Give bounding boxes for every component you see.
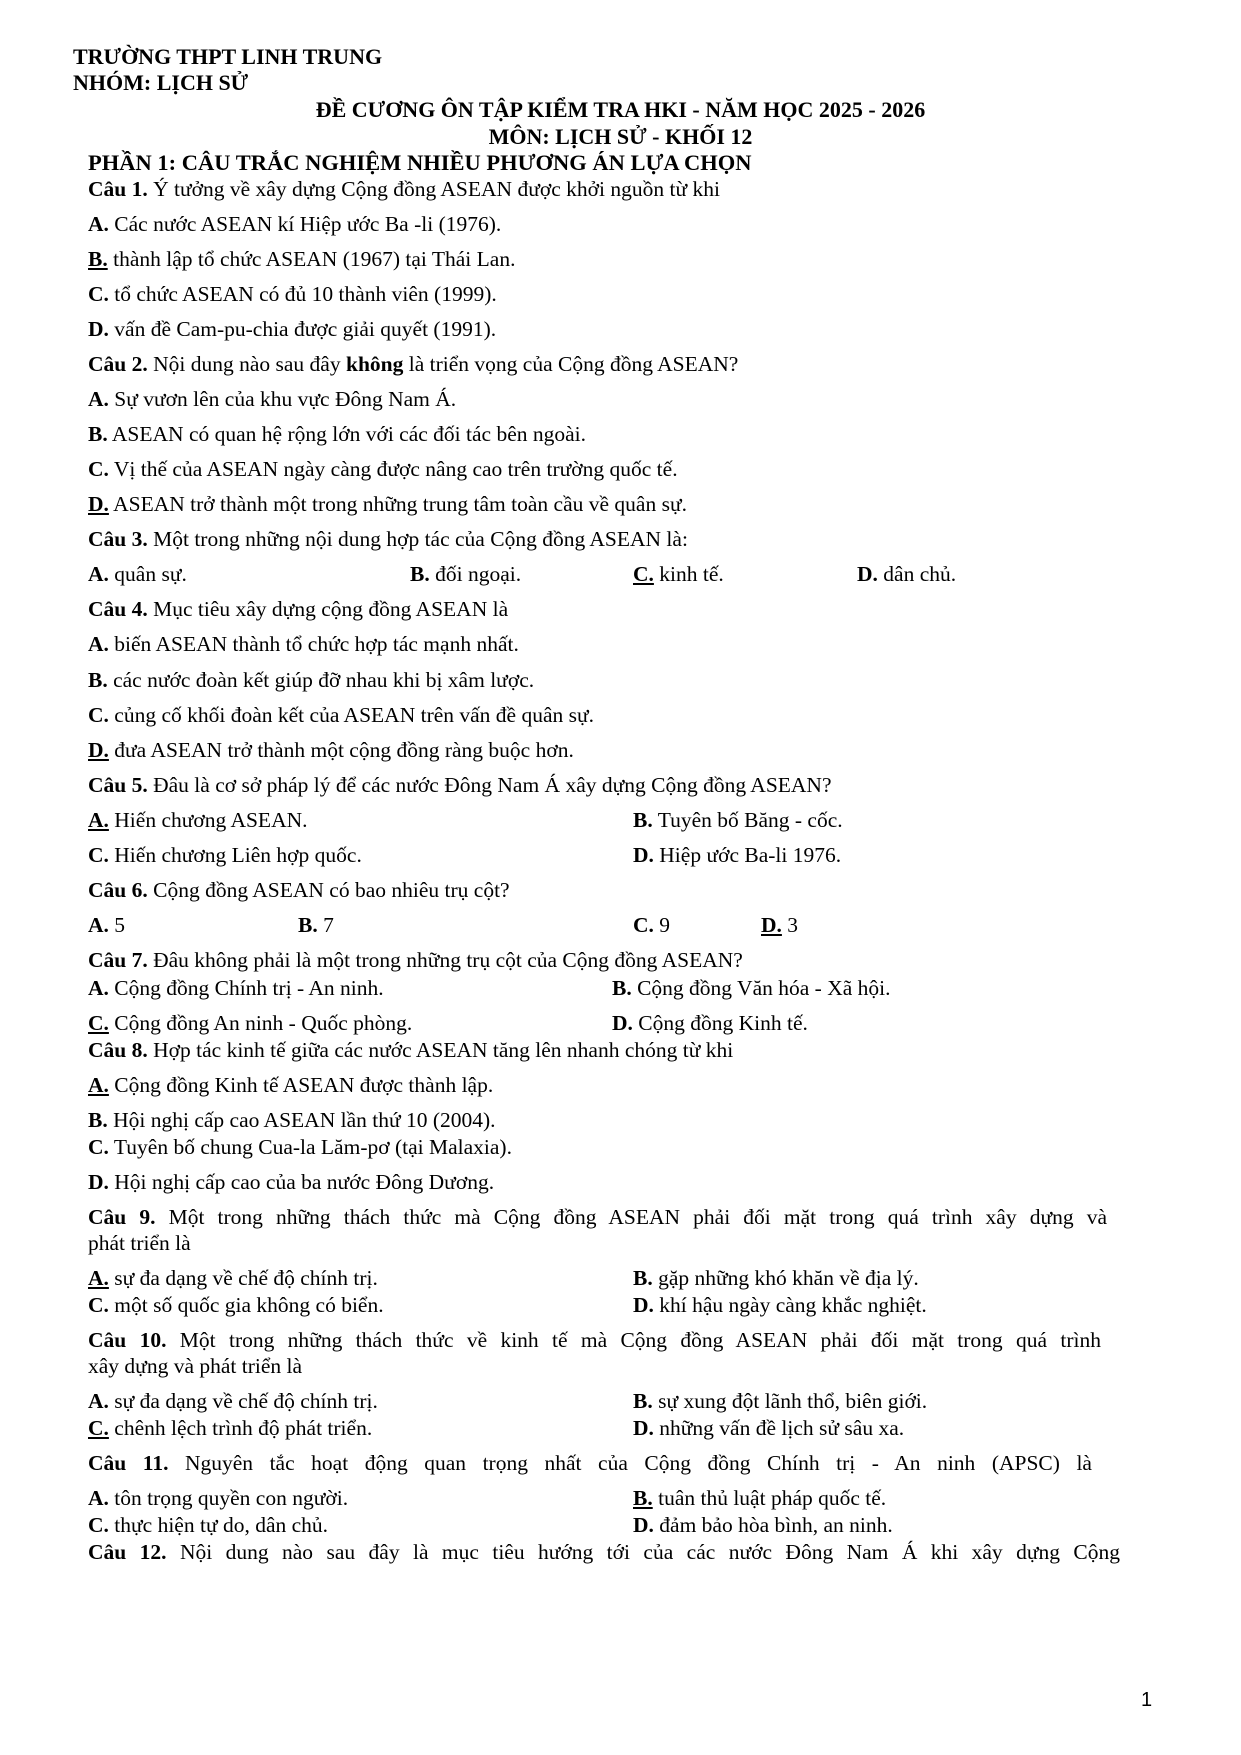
question-8-stem: Câu 8. Hợp tác kinh tế giữa các nước ASEAN tăng lên nhanh chóng từ khi: [88, 1038, 734, 1062]
q7-option-a: A. Cộng đồng Chính trị - An ninh.: [88, 976, 384, 1000]
question-5-stem: Câu 5. Đâu là cơ sở pháp lý để các nước Đông Nam Á xây dựng Cộng đồng ASEAN?: [88, 773, 832, 797]
q6-option-c: C. 9: [633, 913, 671, 937]
question-4-stem: Câu 4. Mục tiêu xây dựng cộng đồng ASEAN là: [88, 597, 509, 621]
q6-option-a: A. 5: [88, 913, 126, 937]
q2-option-d: D. ASEAN trở thành một trong những trung tâm toàn cầu về quân sự.: [88, 492, 687, 516]
q8-option-a: A. Cộng đồng Kinh tế ASEAN được thành lập.: [88, 1073, 494, 1097]
q3-option-a: A. quân sự.: [88, 562, 187, 586]
question-1-stem: Câu 1. Ý tưởng về xây dựng Cộng đồng ASEAN được khởi nguồn từ khi: [88, 177, 720, 201]
q11-option-d: D. đảm bảo hòa bình, an ninh.: [633, 1513, 893, 1537]
q11-option-a: A. tôn trọng quyền con người.: [88, 1486, 349, 1510]
q1-option-d: D. vấn đề Cam-pu-chia được giải quyết (1991).: [88, 317, 497, 341]
question-9-stem: Câu 9. Một trong những thách thức mà Cộng đồng ASEAN phải đối mặt trong quá trình xây dựng và: [88, 1205, 1107, 1229]
q5-option-d: D. Hiệp ước Ba-li 1976.: [633, 843, 842, 867]
q8-option-c: C. Tuyên bố chung Cua-la Lăm-pơ (tại Malaxia).: [88, 1135, 512, 1159]
q1-option-b: B. thành lập tổ chức ASEAN (1967) tại Thái Lan.: [88, 247, 516, 271]
q8-option-b: B. Hội nghị cấp cao ASEAN lần thứ 10 (2004).: [88, 1108, 496, 1132]
q2-option-a: A. Sự vươn lên của khu vực Đông Nam Á.: [88, 387, 457, 411]
q4-option-b: B. các nước đoàn kết giúp đỡ nhau khi bị xâm lược.: [88, 668, 535, 692]
q3-option-b: B. đối ngoại.: [410, 562, 522, 586]
q1-option-c: C. tổ chức ASEAN có đủ 10 thành viên (1999).: [88, 282, 497, 306]
q10-option-b: B. sự xung đột lãnh thổ, biên giới.: [633, 1389, 928, 1413]
q1-option-a: A. Các nước ASEAN kí Hiệp ước Ba -li (1976).: [88, 212, 502, 236]
q8-option-d: D. Hội nghị cấp cao của ba nước Đông Dương.: [88, 1170, 495, 1194]
document-title: ĐỀ CƯƠNG ÔN TẬP KIỂM TRA HKI - NĂM HỌC 2025 - 2026: [315, 97, 926, 122]
question-10-stem: Câu 10. Một trong những thách thức về kinh tế mà Cộng đồng ASEAN phải đối mặt trong quá trình: [88, 1328, 1101, 1352]
question-6-stem: Câu 6. Cộng đồng ASEAN có bao nhiêu trụ cột?: [88, 878, 510, 902]
q6-option-b: B. 7: [298, 913, 334, 937]
q5-option-b: B. Tuyên bố Băng - cốc.: [633, 808, 843, 832]
question-7-stem: Câu 7. Đâu không phải là một trong những trụ cột của Cộng đồng ASEAN?: [88, 948, 743, 972]
question-9-stem-continued: phát triển là: [88, 1231, 191, 1255]
question-2-stem: Câu 2. Nội dung nào sau đây không là triển vọng của Cộng đồng ASEAN?: [88, 352, 739, 376]
q5-option-c: C. Hiến chương Liên hợp quốc.: [88, 843, 362, 867]
q7-option-b: B. Cộng đồng Văn hóa - Xã hội.: [612, 976, 891, 1000]
q9-option-c: C. một số quốc gia không có biển.: [88, 1293, 384, 1317]
group-name: NHÓM: LỊCH SỬ: [73, 70, 249, 95]
q9-option-d: D. khí hậu ngày càng khắc nghiệt.: [633, 1293, 927, 1317]
section-title: PHẦN 1: CÂU TRẮC NGHIỆM NHIỀU PHƯƠNG ÁN LỰA CHỌN: [88, 150, 752, 175]
subject-title: MÔN: LỊCH SỬ - KHỐI 12: [488, 124, 753, 149]
q2-option-b: B. ASEAN có quan hệ rộng lớn với các đối tác bên ngoài.: [88, 422, 587, 446]
school-name: TRƯỜNG THPT LINH TRUNG: [73, 44, 383, 69]
q10-option-c: C. chênh lệch trình độ phát triển.: [88, 1416, 373, 1440]
question-10-stem-continued: xây dựng và phát triển là: [88, 1354, 303, 1378]
page-number: 1: [1141, 1689, 1153, 1711]
question-3-stem: Câu 3. Một trong những nội dung hợp tác của Cộng đồng ASEAN là:: [88, 527, 688, 551]
q11-option-b: B. tuân thủ luật pháp quốc tế.: [633, 1486, 887, 1510]
q2-option-c: C. Vị thế của ASEAN ngày càng được nâng cao trên trường quốc tế.: [88, 457, 678, 481]
question-11-stem: Câu 11. Nguyên tắc hoạt động quan trọng nhất của Cộng đồng Chính trị - An ninh (APSC) là: [88, 1451, 1092, 1475]
q10-option-a: A. sự đa dạng về chế độ chính trị.: [88, 1389, 378, 1413]
q7-option-c: C. Cộng đồng An ninh - Quốc phòng.: [88, 1011, 413, 1035]
q5-option-a: A. Hiến chương ASEAN.: [88, 808, 308, 832]
q4-option-d: D. đưa ASEAN trở thành một cộng đồng ràng buộc hơn.: [88, 738, 574, 762]
q10-option-d: D. những vấn đề lịch sử sâu xa.: [633, 1416, 905, 1440]
q9-option-b: B. gặp những khó khăn về địa lý.: [633, 1266, 919, 1290]
q4-option-c: C. củng cố khối đoàn kết của ASEAN trên vấn đề quân sự.: [88, 703, 595, 727]
q7-option-d: D. Cộng đồng Kinh tế.: [612, 1011, 808, 1035]
q11-option-c: C. thực hiện tự do, dân chủ.: [88, 1513, 329, 1537]
question-12-stem: Câu 12. Nội dung nào sau đây là mục tiêu hướng tới của các nước Đông Nam Á khi xây dựng Cộng: [88, 1540, 1120, 1564]
q4-option-a: A. biến ASEAN thành tổ chức hợp tác mạnh nhất.: [88, 632, 519, 656]
q6-option-d: D. 3: [761, 913, 799, 937]
q3-option-d: D. dân chủ.: [857, 562, 957, 586]
q9-option-a: A. sự đa dạng về chế độ chính trị.: [88, 1266, 378, 1290]
q3-option-c: C. kinh tế.: [633, 562, 724, 586]
